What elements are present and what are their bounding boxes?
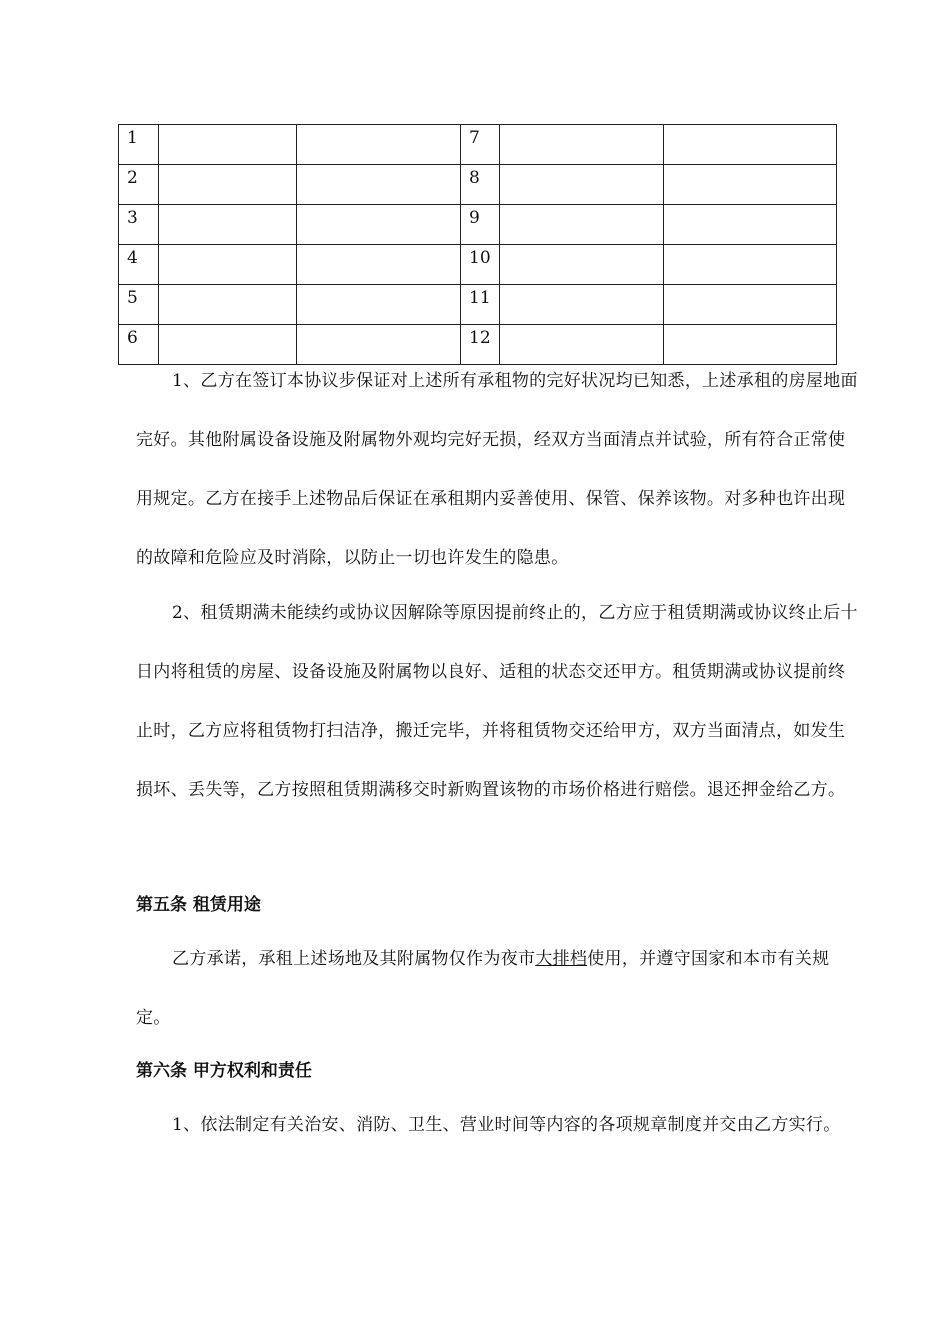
table-cell [159,285,297,325]
table-cell [159,245,297,285]
section-heading-lessor-rights: 第六条 甲方权利和责任 [136,1061,312,1081]
table-cell [500,285,664,325]
usage-paragraph [136,930,860,1048]
item-number: 10 [461,245,500,285]
table-cell [159,205,297,245]
table-row [119,285,837,325]
table-cell [664,125,837,165]
table-cell [297,205,461,245]
item-number: 6 [119,325,159,365]
table-cell [664,245,837,285]
usage-text-after: 使用，并遵守国家和本市有关规定。 [136,949,830,1028]
table-row [119,245,837,285]
table-cell [664,165,837,205]
section-heading-usage: 第五条 租赁用途 [136,895,261,915]
item-number: 12 [461,325,500,365]
table-cell [159,125,297,165]
return-paragraph: 2、租赁期满未能续约或协议因解除等原因提前终止的，乙方应于租赁期满或协议终止后十日内将租赁的房屋、设备设施及附属物以良好、适租的状态交还甲方。租赁期满或协议提前终止时，乙方应将租赁物打扫洁净，搬迁完毕，并将租赁物交还给甲方，双方当面清点，如发生损坏、丢失等，乙方按照租赁期满移交时新购置该物的市场价格进行赔偿。退还押金给乙方。 [136,603,858,800]
item-number: 1 [119,125,159,165]
items-table [118,124,837,365]
item-number: 9 [461,205,500,245]
table-cell [297,245,461,285]
table-row [119,165,837,205]
item-number: 7 [461,125,500,165]
item-number: 8 [461,165,500,205]
item-number: 11 [461,285,500,325]
lessor-rights-paragraph: 1、依法制定有关治安、消防、卫生、营业时间等内容的各项规章制度并交由乙方实行。 [172,1115,841,1135]
item-number: 3 [119,205,159,245]
table-cell [500,245,664,285]
table-cell [500,125,664,165]
usage-text-before: 乙方承诺，承租上述场地及其附属物仅作为夜市 [172,949,536,969]
table-cell [297,165,461,205]
table-cell [500,165,664,205]
table-cell [159,165,297,205]
table-row [119,205,837,245]
table-cell [664,205,837,245]
table-row [119,125,837,165]
table-cell [664,285,837,325]
item-number: 2 [119,165,159,205]
condition-paragraph: 1、乙方在签订本协议步保证对上述所有承租物的完好状况均已知悉，上述承租的房屋地面完好。其他附属设备设施及附属物外观均完好无损，经双方当面清点并试验，所有符合正常使用规定。乙方在接手上述物品后保证在承租期内妥善使用、保管、保养该物。对多种也许出现的故障和危险应及时消除，以防止一切也许发生的隐患。 [136,371,858,568]
table-cell [500,205,664,245]
usage-underlined-term: 大排档 [535,949,588,969]
item-number: 4 [119,245,159,285]
item-number: 5 [119,285,159,325]
table-cell [297,125,461,165]
table-cell [297,285,461,325]
